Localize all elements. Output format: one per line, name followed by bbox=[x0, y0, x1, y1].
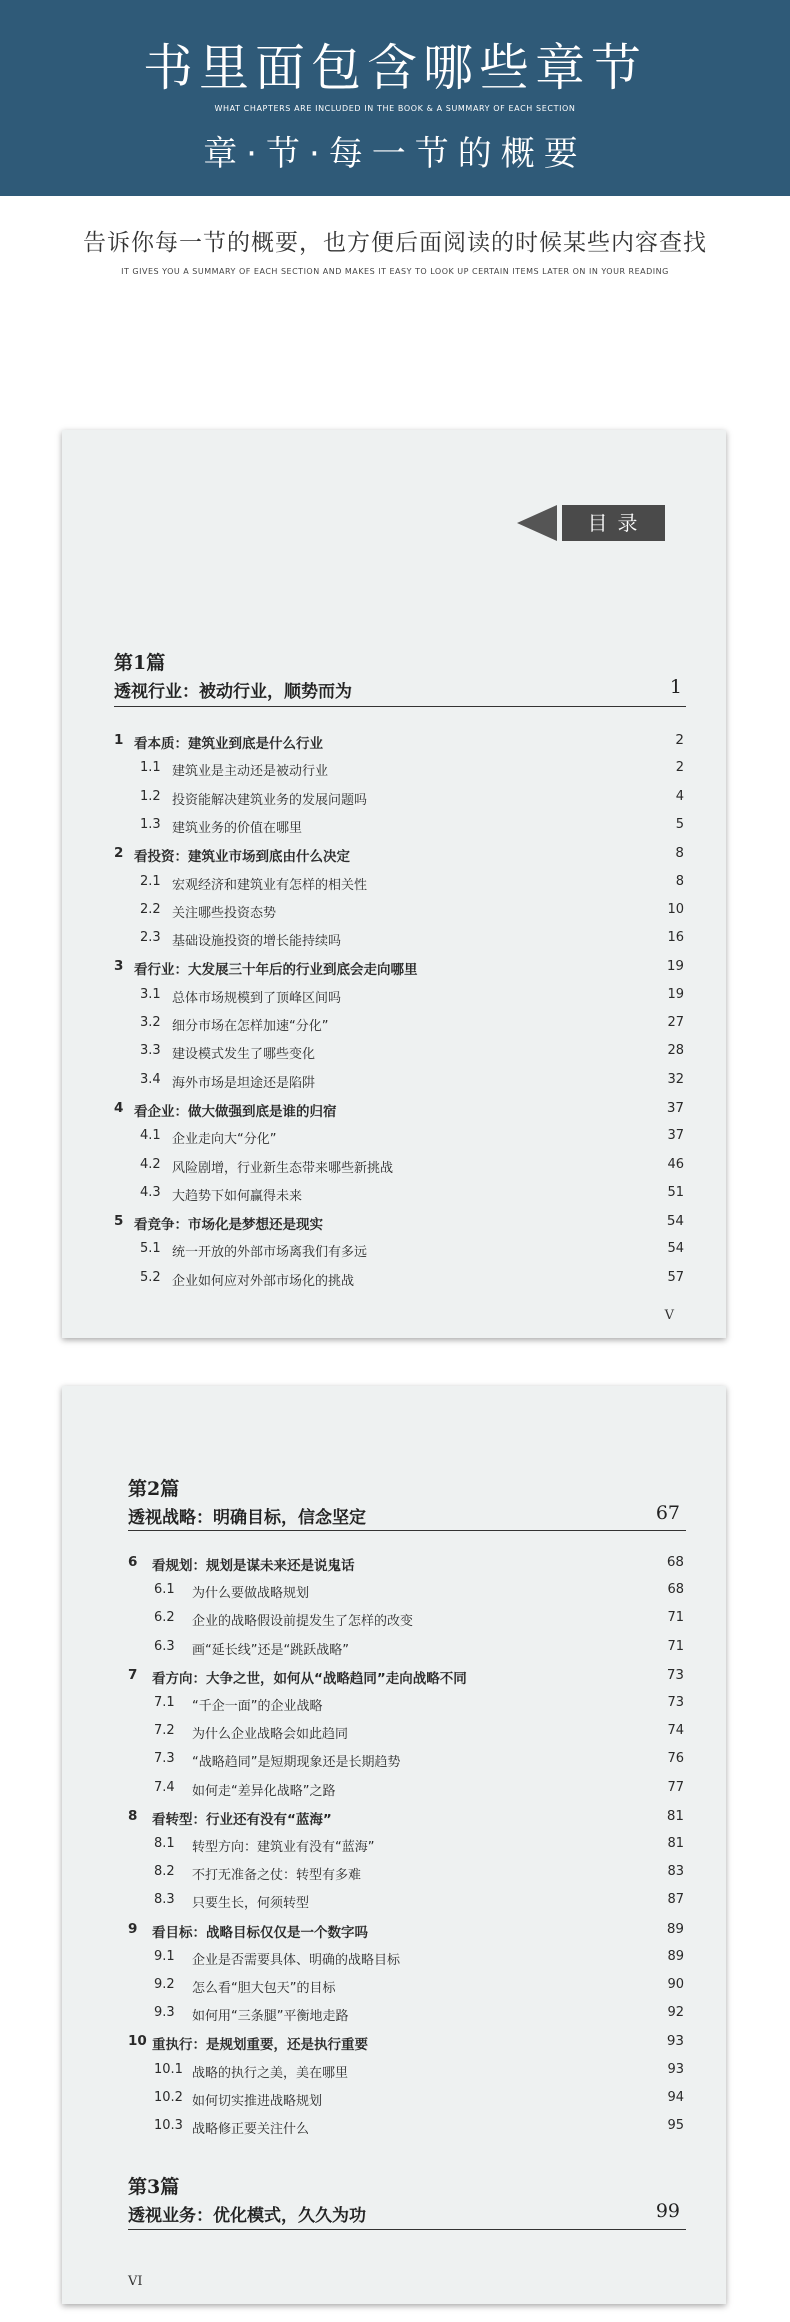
toc-entry-page: 37 bbox=[667, 1128, 684, 1144]
ribbon-arrow-icon bbox=[517, 505, 557, 541]
toc-entry-number: 3.3 bbox=[140, 1043, 161, 1059]
toc-entry-number: 8.3 bbox=[154, 1892, 175, 1908]
toc-entry-page: 90 bbox=[667, 1977, 684, 1992]
toc-entry-label: 看行业：大发展三十年后的行业到底会走向哪里 bbox=[134, 962, 418, 979]
part-title: 透视业务：优化模式，久久为功 bbox=[128, 2206, 366, 2226]
toc-entry-page: 89 bbox=[667, 1948, 684, 1964]
toc-chapter-row bbox=[128, 1808, 684, 1830]
toc-entry-number: 5.1 bbox=[140, 1241, 161, 1257]
toc-section-row bbox=[140, 1072, 684, 1094]
toc-section-row bbox=[140, 902, 684, 924]
toc-entry-page: 19 bbox=[666, 958, 684, 975]
toc-chapter-row bbox=[128, 1554, 684, 1576]
part-divider bbox=[128, 2229, 686, 2230]
part-number: 第3篇 bbox=[128, 2176, 180, 2198]
toc-entry-number: 6 bbox=[128, 1554, 138, 1570]
toc-section-row bbox=[140, 1128, 684, 1150]
toc-entry-label: “千企一面”的企业战略 bbox=[192, 1699, 323, 1714]
toc-entry-page: 27 bbox=[667, 1015, 684, 1030]
toc-section-row bbox=[140, 1185, 684, 1207]
part-title: 透视战略：明确目标，信念坚定 bbox=[128, 1508, 366, 1528]
toc-entry-label: 风险剧增，行业新生态带来哪些新挑战 bbox=[172, 1160, 394, 1176]
toc-entry-label: 看规划：规划是谋未来还是说鬼话 bbox=[152, 1558, 355, 1574]
toc-section-row bbox=[140, 987, 684, 1009]
toc-entry-number: 3 bbox=[114, 958, 124, 975]
toc-entry-label: 战略修正要关注什么 bbox=[192, 2122, 310, 2137]
intro-text-en: IT GIVES YOU A SUMMARY OF EACH SECTION AND MAKES IT EASY TO LOOK UP CERTAIN ITEMS LATER ON IN YOUR READING bbox=[121, 267, 669, 276]
banner-title: 书里面包含哪些章节 bbox=[143, 39, 647, 97]
toc-entry-label: 海外市场是坦途还是陷阱 bbox=[172, 1075, 316, 1091]
toc-entry-number: 2.1 bbox=[140, 873, 161, 889]
toc-section-row bbox=[140, 1241, 684, 1263]
toc-entry-page: 92 bbox=[667, 2005, 684, 2021]
toc-section-row bbox=[154, 1582, 684, 1604]
part-divider bbox=[128, 1530, 686, 1531]
toc-entry-label: 企业是否需要具体、明确的战略目标 bbox=[192, 1952, 401, 1968]
toc-entry-label: 建设模式发生了哪些变化 bbox=[172, 1047, 316, 1063]
toc-entry-page: 81 bbox=[666, 1807, 684, 1824]
toc-entry-page: 71 bbox=[667, 1638, 684, 1654]
toc-entry-label: 统一开放的外部市场离我们有多远 bbox=[172, 1245, 368, 1261]
toc-entry-page: 87 bbox=[667, 1892, 684, 1908]
toc-entry-page: 81 bbox=[667, 1836, 684, 1851]
toc-entry-number: 9.1 bbox=[154, 1948, 175, 1964]
toc-entry-number: 1 bbox=[114, 732, 124, 748]
toc-entry-number: 10.1 bbox=[154, 2061, 183, 2077]
toc-entry-page: 5 bbox=[675, 816, 684, 832]
toc-section-row bbox=[140, 1043, 684, 1065]
toc-entry-page: 71 bbox=[667, 1610, 684, 1626]
toc-entry-number: 1.2 bbox=[140, 788, 161, 804]
header-banner bbox=[0, 0, 790, 196]
banner-subtitle-en: WHAT CHAPTERS ARE INCLUDED IN THE BOOK & A SUMMARY OF EACH SECTION bbox=[214, 104, 576, 113]
toc-section-row bbox=[140, 789, 684, 811]
toc-entry-label: 不打无准备之仗：转型有多难 bbox=[192, 1868, 362, 1884]
toc-entry-number: 7 bbox=[128, 1666, 138, 1683]
toc-section-row bbox=[154, 1864, 684, 1886]
toc-entry-number: 10.2 bbox=[154, 2089, 183, 2105]
book-page-toc-2 bbox=[62, 1386, 726, 2304]
toc-entry-label: 宏观经济和建筑业有怎样的相关性 bbox=[172, 877, 368, 893]
book-page-toc-1 bbox=[62, 430, 726, 1338]
toc-chapter-row bbox=[114, 1100, 684, 1122]
toc-entry-number: 6.3 bbox=[154, 1638, 175, 1654]
toc-entry-page: 37 bbox=[666, 1099, 684, 1116]
toc-entry-label: “战略趋同”是短期现象还是长期趋势 bbox=[192, 1755, 401, 1771]
toc-entry-number: 2.2 bbox=[140, 901, 161, 917]
toc-section-row bbox=[140, 1157, 684, 1179]
toc-entry-label: 细分市场在怎样加速“分化” bbox=[172, 1019, 329, 1034]
toc-ribbon-label: 目录 bbox=[562, 505, 665, 541]
toc-entry-label: 重执行：是规划重要，还是执行重要 bbox=[152, 2037, 368, 2054]
toc-section-row bbox=[140, 930, 684, 952]
toc-entry-page: 83 bbox=[667, 1864, 684, 1880]
toc-entry-label: 基础设施投资的增长能持续吗 bbox=[172, 934, 342, 950]
toc-entry-number: 4.2 bbox=[140, 1156, 161, 1172]
toc-entry-page: 95 bbox=[667, 2118, 684, 2133]
toc-entry-number: 10.3 bbox=[154, 2118, 183, 2133]
toc-chapter-row bbox=[128, 1667, 684, 1689]
part-page-number: 67 bbox=[655, 1502, 680, 1524]
toc-entry-label: 画“延长线”还是“跳跃战略” bbox=[192, 1642, 349, 1658]
toc-entry-page: 74 bbox=[667, 1723, 684, 1739]
toc-entry-page: 89 bbox=[666, 1920, 684, 1937]
toc-entry-number: 9.3 bbox=[154, 2005, 175, 2021]
part-divider bbox=[114, 706, 686, 707]
toc-entry-number: 7.2 bbox=[154, 1723, 175, 1739]
toc-entry-page: 28 bbox=[667, 1043, 684, 1059]
toc-entry-label: 如何用“三条腿”平衡地走路 bbox=[192, 2009, 349, 2025]
toc-entry-page: 76 bbox=[667, 1751, 684, 1767]
toc-entry-label: 为什么要做战略规划 bbox=[192, 1586, 310, 1602]
toc-entry-number: 2.3 bbox=[140, 930, 161, 946]
toc-entry-label: 投资能解决建筑业务的发展问题吗 bbox=[172, 792, 368, 808]
toc-section-row bbox=[154, 1723, 684, 1745]
page-folio: V bbox=[664, 1308, 674, 1323]
toc-entry-number: 5.2 bbox=[140, 1269, 161, 1285]
part-page-number: 1 bbox=[669, 676, 682, 698]
toc-entry-page: 77 bbox=[667, 1779, 684, 1795]
toc-section-row bbox=[154, 1610, 684, 1632]
toc-chapter-row bbox=[114, 845, 684, 867]
toc-entry-number: 8.2 bbox=[154, 1864, 175, 1880]
toc-entry-number: 4 bbox=[114, 1099, 124, 1116]
toc-entry-number: 7.4 bbox=[154, 1779, 175, 1795]
toc-section-row bbox=[154, 1836, 684, 1858]
toc-entry-label: 看方向：大争之世，如何从“战略趋同”走向战略不同 bbox=[152, 1670, 467, 1687]
toc-entry-number: 2 bbox=[114, 845, 124, 862]
toc-entry-page: 51 bbox=[667, 1184, 684, 1200]
toc-entry-label: 大趋势下如何赢得未来 bbox=[172, 1188, 303, 1204]
toc-entry-number: 7.1 bbox=[154, 1695, 175, 1710]
toc-section-row bbox=[154, 1892, 684, 1914]
toc-entry-page: 94 bbox=[667, 2089, 684, 2105]
toc-entry-page: 4 bbox=[675, 788, 684, 804]
toc-entry-number: 4.3 bbox=[140, 1184, 161, 1200]
toc-chapter-row bbox=[114, 958, 684, 980]
toc-entry-number: 6.2 bbox=[154, 1610, 175, 1626]
toc-entry-page: 2 bbox=[675, 732, 684, 748]
toc-entry-number: 1.1 bbox=[140, 760, 161, 776]
toc-entry-number: 3.1 bbox=[140, 986, 161, 1002]
toc-entry-number: 3.4 bbox=[140, 1071, 161, 1087]
toc-entry-page: 2 bbox=[675, 760, 684, 776]
toc-entry-label: 看本质：建筑业到底是什么行业 bbox=[134, 736, 323, 752]
toc-ribbon bbox=[517, 505, 665, 541]
toc-chapter-row bbox=[128, 2033, 684, 2055]
toc-entry-page: 54 bbox=[667, 1241, 684, 1257]
part-page-number: 99 bbox=[655, 2200, 680, 2222]
toc-section-row bbox=[154, 1977, 684, 1999]
toc-entry-label: 看投资：建筑业市场到底由什么决定 bbox=[134, 849, 350, 866]
toc-entry-page: 68 bbox=[667, 1582, 684, 1598]
toc-entry-page: 19 bbox=[667, 986, 684, 1002]
toc-entry-label: 看目标：战略目标仅仅是一个数字吗 bbox=[152, 1924, 368, 1941]
toc-entry-label: 如何切实推进战略规划 bbox=[192, 2093, 323, 2109]
toc-chapter-row bbox=[114, 1213, 684, 1235]
toc-entry-label: 关注哪些投资态势 bbox=[172, 905, 277, 921]
toc-entry-label: 战略的执行之美，美在哪里 bbox=[192, 2065, 349, 2081]
toc-entry-page: 73 bbox=[666, 1666, 684, 1683]
toc-entry-number: 9.2 bbox=[154, 1977, 175, 1992]
toc-entry-page: 46 bbox=[667, 1156, 684, 1172]
toc-section-row bbox=[154, 2090, 684, 2112]
toc-entry-label: 只要生长，何须转型 bbox=[192, 1896, 310, 1912]
toc-entry-number: 3.2 bbox=[140, 1015, 161, 1030]
toc-section-row bbox=[140, 760, 684, 782]
toc-entry-number: 6.1 bbox=[154, 1582, 175, 1598]
toc-entry-number: 8.1 bbox=[154, 1836, 175, 1851]
toc-entry-label: 看转型：行业还有没有“蓝海” bbox=[152, 1811, 332, 1828]
toc-entry-page: 68 bbox=[666, 1554, 684, 1570]
part-title: 透视行业：被动行业，顺势而为 bbox=[114, 682, 352, 702]
part-number: 第1篇 bbox=[114, 652, 166, 674]
toc-entry-number: 5 bbox=[114, 1213, 124, 1230]
toc-entry-number: 1.3 bbox=[140, 816, 161, 832]
page-folio: VI bbox=[128, 2274, 143, 2289]
toc-entry-page: 10 bbox=[667, 901, 684, 917]
toc-entry-label: 看竞争：市场化是梦想还是现实 bbox=[134, 1217, 323, 1234]
toc-entry-label: 转型方向：建筑业有没有“蓝海” bbox=[192, 1840, 375, 1855]
intro-text: 告诉你每一节的概要，也方便后面阅读的时候某些内容查找 bbox=[83, 230, 707, 256]
toc-section-row bbox=[154, 1949, 684, 1971]
part-number: 第2篇 bbox=[128, 1478, 180, 1500]
toc-entry-label: 建筑业是主动还是被动行业 bbox=[172, 764, 329, 780]
toc-section-row bbox=[154, 2118, 684, 2140]
toc-section-row bbox=[154, 1780, 684, 1802]
toc-entry-number: 4.1 bbox=[140, 1128, 161, 1144]
toc-entry-number: 8 bbox=[128, 1807, 138, 1824]
toc-section-row bbox=[140, 817, 684, 839]
toc-entry-number: 7.3 bbox=[154, 1751, 175, 1767]
toc-section-row bbox=[154, 1695, 684, 1717]
toc-entry-page: 57 bbox=[667, 1269, 684, 1285]
toc-chapter-row bbox=[114, 732, 684, 754]
toc-entry-label: 建筑业务的价值在哪里 bbox=[172, 820, 303, 836]
toc-section-row bbox=[154, 1751, 684, 1773]
toc-entry-label: 怎么看“胆大包天”的目标 bbox=[192, 1981, 336, 1996]
toc-section-row bbox=[140, 874, 684, 896]
toc-chapter-row bbox=[128, 1921, 684, 1943]
toc-section-row bbox=[154, 1639, 684, 1661]
toc-entry-label: 如何走“差异化战略”之路 bbox=[192, 1783, 336, 1799]
toc-entry-number: 9 bbox=[128, 1920, 138, 1937]
toc-entry-label: 看企业：做大做强到底是谁的归宿 bbox=[134, 1103, 337, 1120]
toc-entry-page: 73 bbox=[667, 1695, 684, 1710]
toc-entry-label: 总体市场规模到了顶峰区间吗 bbox=[172, 990, 342, 1006]
toc-section-row bbox=[154, 2062, 684, 2084]
toc-entry-page: 93 bbox=[667, 2061, 684, 2077]
toc-entry-label: 企业如何应对外部市场化的挑战 bbox=[172, 1273, 355, 1289]
toc-entry-number: 10 bbox=[128, 2033, 147, 2050]
toc-entry-page: 32 bbox=[667, 1071, 684, 1087]
toc-entry-page: 8 bbox=[675, 873, 684, 889]
toc-section-row bbox=[154, 2005, 684, 2027]
toc-entry-page: 16 bbox=[667, 930, 684, 946]
toc-entry-page: 93 bbox=[666, 2033, 684, 2050]
toc-section-row bbox=[140, 1270, 684, 1292]
toc-entry-label: 企业走向大“分化” bbox=[172, 1132, 277, 1148]
toc-entry-page: 54 bbox=[666, 1213, 684, 1230]
toc-entry-label: 企业的战略假设前提发生了怎样的改变 bbox=[192, 1614, 414, 1630]
toc-entry-page: 8 bbox=[675, 845, 684, 862]
banner-subtitle: 章·节·每一节的概要 bbox=[203, 134, 587, 174]
toc-entry-label: 为什么企业战略会如此趋同 bbox=[192, 1727, 349, 1743]
toc-section-row bbox=[140, 1015, 684, 1037]
